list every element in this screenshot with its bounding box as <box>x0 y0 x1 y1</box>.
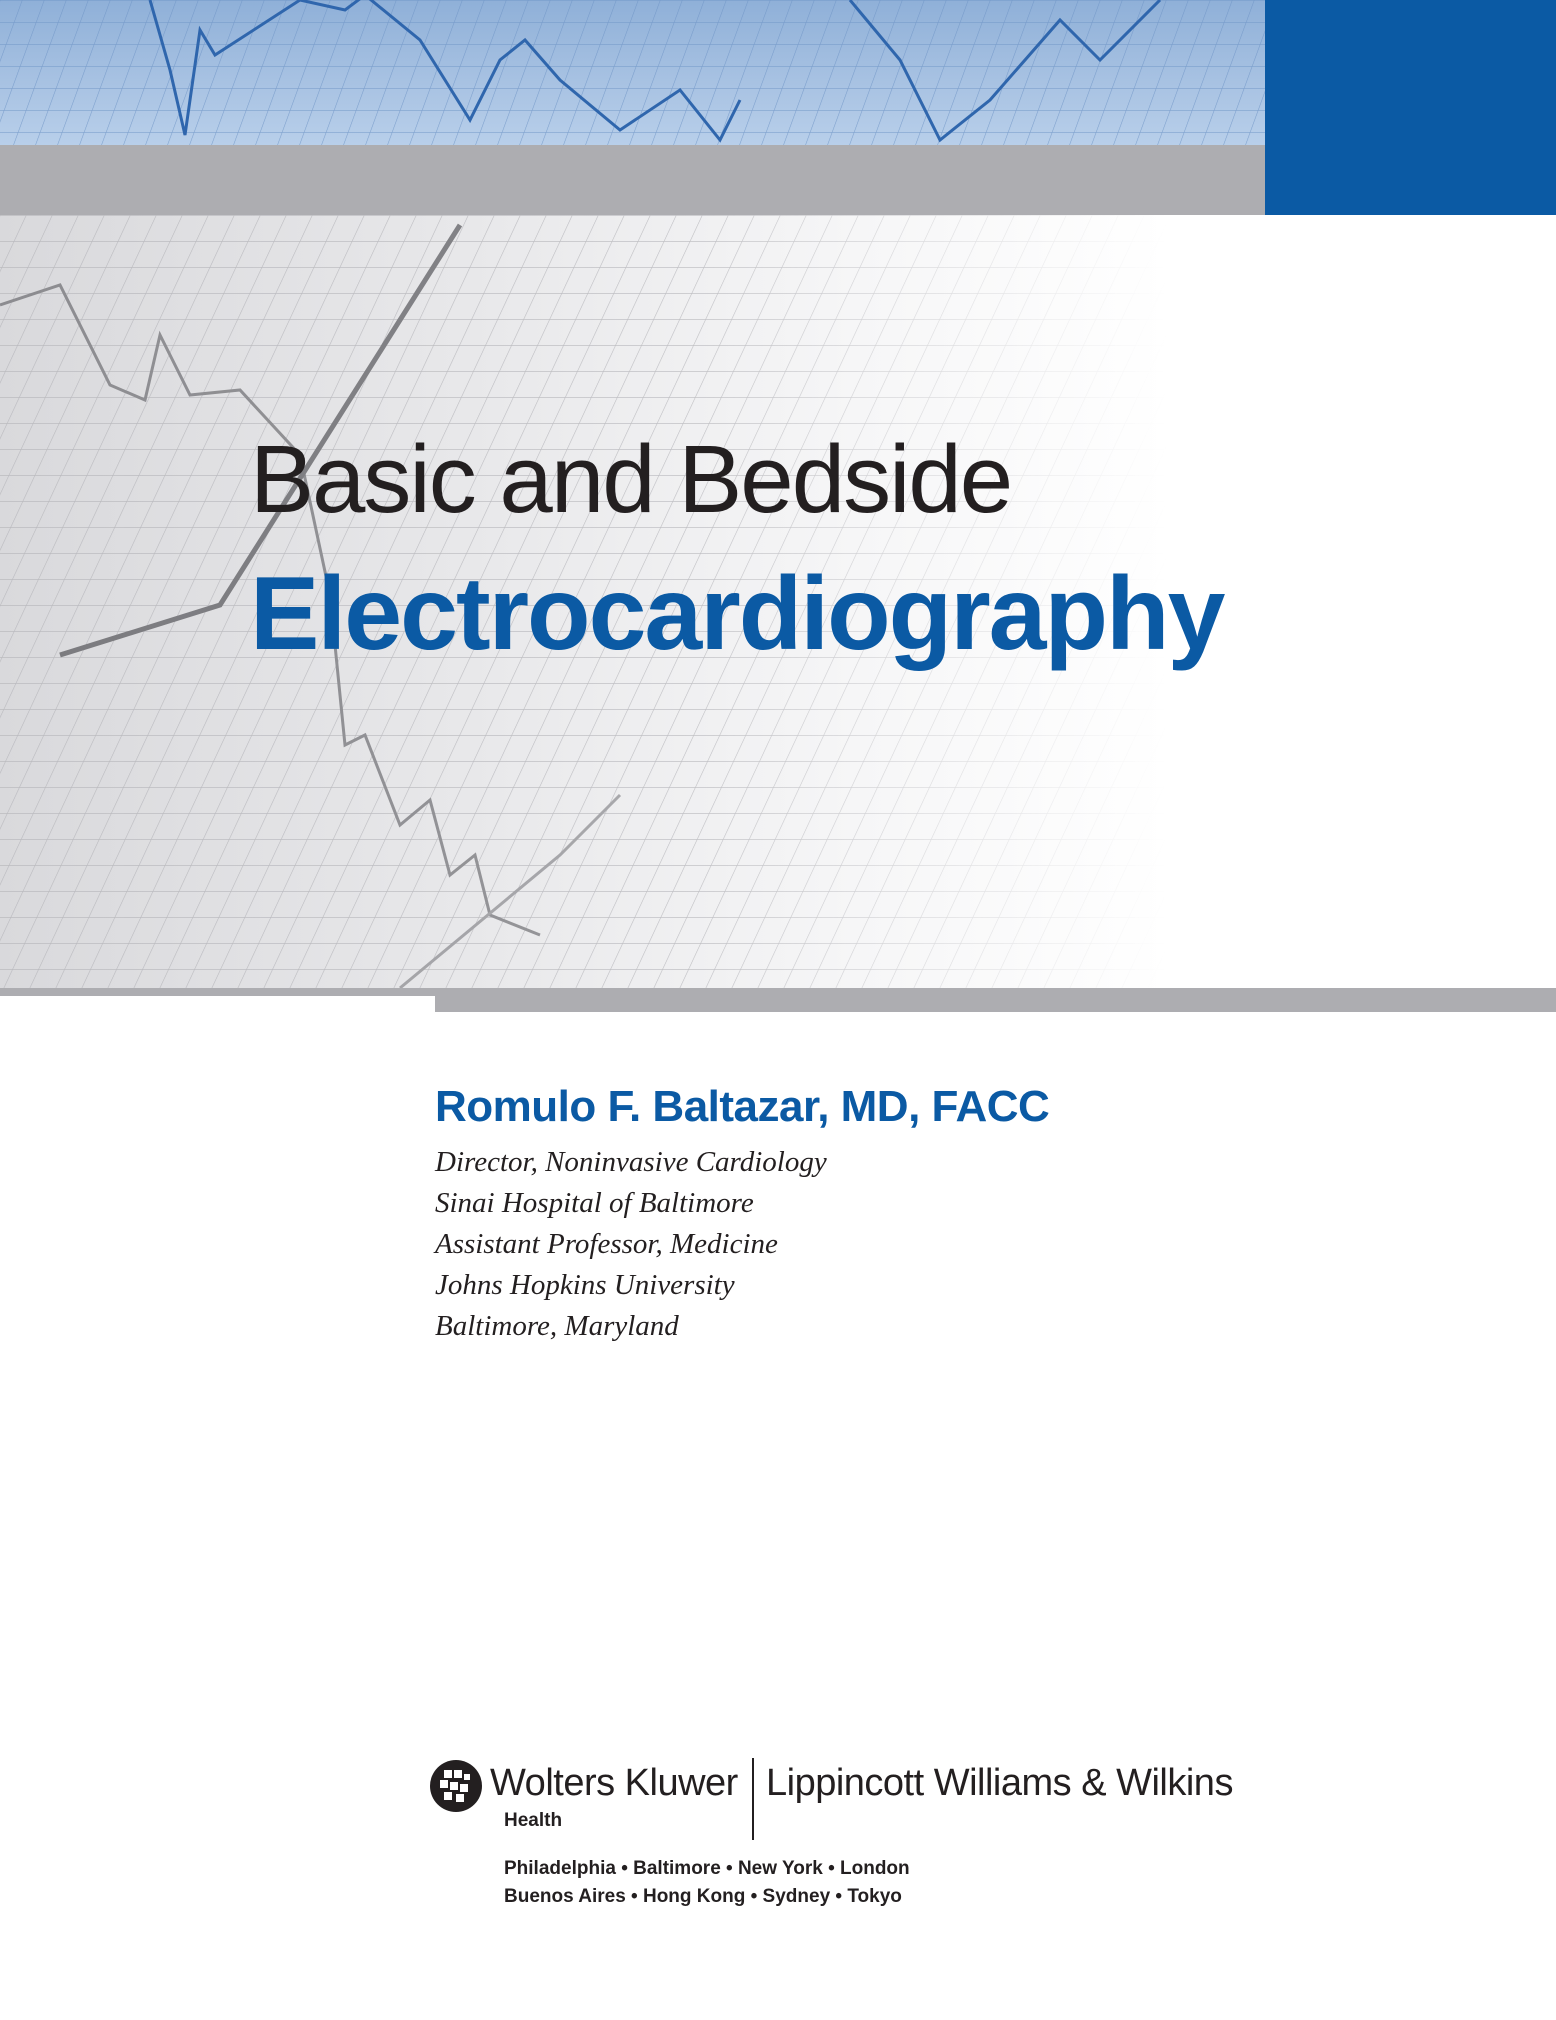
publisher-division: Health <box>504 1810 563 1831</box>
affiliation-line: Baltimore, Maryland <box>435 1310 679 1342</box>
publisher-imprint-name: Lippincott Williams & Wilkins <box>766 1762 1233 1804</box>
lower-gray-rule-left <box>0 988 435 996</box>
lower-gray-rule <box>435 988 1556 1012</box>
top-gray-band <box>0 145 1265 215</box>
affiliation-line: Assistant Professor, Medicine <box>435 1228 778 1260</box>
cities-line: Philadelphia • Baltimore • New York • London <box>504 1858 910 1879</box>
corner-color-block <box>1265 0 1556 215</box>
wolters-kluwer-logo-icon <box>430 1760 482 1812</box>
affiliation-line: Johns Hopkins University <box>435 1269 735 1301</box>
affiliation-line: Director, Noninvasive Cardiology <box>435 1146 827 1178</box>
author-affiliations <box>435 1142 827 1347</box>
affiliation-line: Sinai Hospital of Baltimore <box>435 1187 754 1219</box>
publisher-parent: Wolters Kluwer <box>490 1762 738 1804</box>
publisher-divider <box>752 1758 754 1840</box>
ecg-waveform-icon <box>0 0 1265 145</box>
publisher-imprint <box>430 1760 1270 1920</box>
author-name: Romulo F. Baltazar, MD, FACC <box>435 1082 1050 1131</box>
title-line-1: Basic and Bedside <box>250 426 1012 533</box>
publisher-cities <box>504 1855 910 1911</box>
cities-line: Buenos Aires • Hong Kong • Sydney • Tokyo <box>504 1886 902 1907</box>
top-ecg-banner <box>0 0 1265 145</box>
title-line-2: Electrocardiography <box>250 556 1224 672</box>
